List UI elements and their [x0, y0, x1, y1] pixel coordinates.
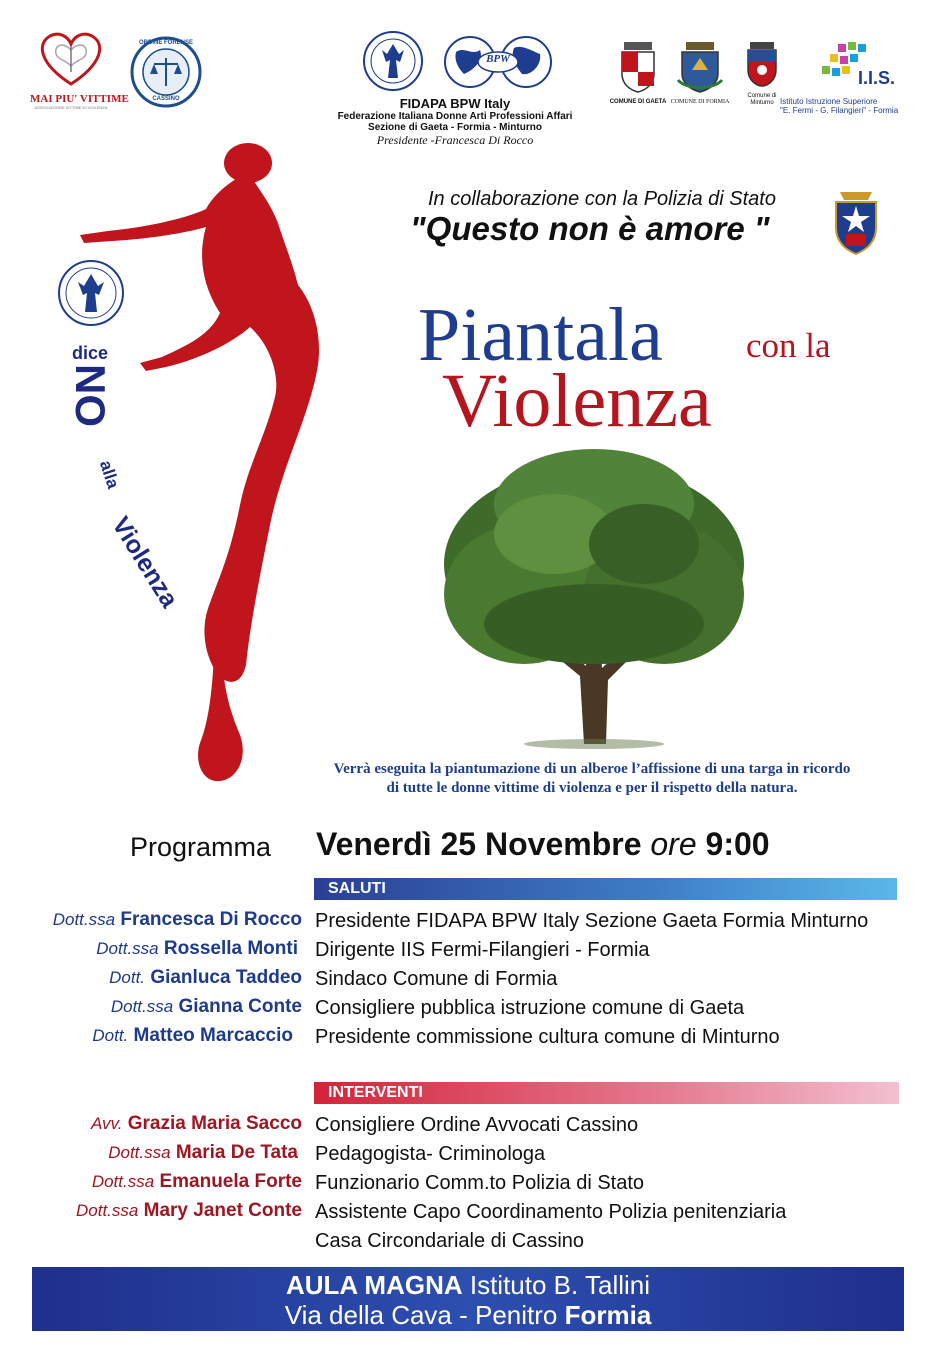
- saluti-role-2: Dirigente IIS Fermi-Filangieri - Formia: [315, 939, 650, 961]
- saluti-role-3: Sindaco Comune di Formia: [315, 968, 558, 990]
- saluti-name-1: [53, 909, 302, 931]
- interventi-person-2: Maria De Tata: [175, 1142, 298, 1163]
- side-no: NO: [67, 364, 114, 427]
- iis-logo-text: I.I.S.: [858, 68, 896, 88]
- comune-formia-name: COMUNE DI FORMIA: [670, 99, 730, 105]
- saluti-bar: [314, 878, 897, 900]
- interventi-bar: [314, 1082, 899, 1104]
- comune-gaeta-name: COMUNE DI GAETA: [609, 99, 667, 105]
- interventi-title-2: Dott.ssa: [108, 1143, 171, 1162]
- saluti-title-4: Dott.ssa: [110, 997, 174, 1016]
- saluti-name-4: [111, 996, 302, 1018]
- ordine-forense-seal: [130, 36, 202, 108]
- bpw-globe-logo: [444, 32, 552, 97]
- venue-line1: [32, 1270, 904, 1300]
- programma-label: Programma: [130, 832, 272, 862]
- interventi-role-4: Assistente Capo Coordinamento Polizia penitenziaria: [315, 1201, 787, 1223]
- motto-title: "Questo non è amore ": [410, 210, 770, 247]
- fidapa-president: [330, 133, 580, 148]
- iis-line2: "E. Fermi - G. Filangieri" - Formia: [780, 106, 899, 115]
- comune-minturno-name: Comune di Minturno: [747, 93, 777, 106]
- side-dice: dice: [72, 343, 109, 363]
- interventi-person-4: Mary Janet Conte: [143, 1200, 302, 1221]
- fidapa-title: FIDAPA BPW Italy: [399, 96, 511, 111]
- saluti-title-2: Dott.ssa: [96, 939, 159, 958]
- fidapa-line1: Federazione Italiana Donne Arti Professioni Affari: [337, 111, 573, 122]
- caption: [268, 760, 916, 798]
- saluti-title-3: Dott.: [109, 968, 146, 987]
- saluti-person-1: Francesca Di Rocco: [120, 909, 302, 930]
- winged-figure-seal-small-icon: [56, 258, 126, 328]
- saluti-label: SALUTI: [328, 880, 386, 897]
- saluti-name-2: [96, 938, 298, 960]
- ordine-forense-bottom: CASSINO: [152, 96, 180, 102]
- saluti-role-5: Presidente commissione cultura comune di Minturno: [315, 1026, 780, 1048]
- police-crest: [826, 186, 886, 263]
- venue-city: Formia: [564, 1300, 652, 1330]
- fidapa-caption: [330, 96, 580, 148]
- bpw-text: BPW: [486, 53, 510, 65]
- saluti-title-5: Dott.: [92, 1026, 129, 1045]
- coat-of-arms-minturno-icon: [744, 40, 780, 88]
- interventi-name-3: [92, 1171, 302, 1193]
- interventi-title-4: Dott.ssa: [75, 1201, 139, 1220]
- saluti-title-1: Dott.ssa: [52, 910, 116, 929]
- event-date: [316, 826, 770, 863]
- iis-line1: Istituto Istruzione Superiore: [780, 97, 878, 106]
- saluti-person-3: Gianluca Taddeo: [150, 967, 302, 988]
- mai-piu-vittime-logo: [30, 28, 129, 110]
- comune-gaeta-logo: [608, 40, 668, 105]
- tree-icon: [434, 444, 754, 754]
- interventi-title-3: Dott.ssa: [91, 1172, 155, 1191]
- saluti-person-4: Gianna Conte: [178, 996, 302, 1017]
- caption-line2: di tutte le donne vittime di violenza e per il rispetto della natura.: [386, 780, 798, 796]
- headline-word2: con la: [746, 326, 831, 365]
- side-alla: alla: [95, 458, 123, 491]
- interventi-name-4: [76, 1200, 302, 1222]
- coat-of-arms-formia-icon: [676, 40, 724, 94]
- winged-figure-seal-icon: [362, 30, 424, 92]
- coat-of-arms-gaeta-icon: [616, 40, 660, 94]
- interventi-name-2: [108, 1142, 298, 1164]
- tree-image: [434, 444, 754, 759]
- venue-aula: AULA MAGNA: [285, 1270, 463, 1300]
- venue-footer: [32, 1267, 904, 1331]
- interventi-title-1: Avv.: [90, 1114, 123, 1133]
- event-date-day: Venerdì 25 Novembre: [316, 826, 642, 862]
- comune-minturno-logo: [738, 40, 786, 107]
- saluti-name-5: [92, 1025, 293, 1047]
- interventi-role-3: Funzionario Comm.to Polizia di Stato: [315, 1172, 645, 1194]
- side-violenza: Violenza: [106, 512, 184, 613]
- interventi-label: INTERVENTI: [328, 1084, 423, 1101]
- police-crest-icon: [826, 186, 886, 258]
- iis-logo: [780, 40, 920, 115]
- interventi-extra-role: Casa Circondariale di Cassino: [315, 1230, 585, 1252]
- headline-word1: Piantala: [418, 293, 663, 377]
- caption-line1: Verrà eseguita la piantumazione di un alberoe l’affissione di una targa in ricordo: [333, 761, 851, 777]
- fidapa-seal-small: [56, 258, 126, 333]
- collaboration-text: In collaborazione con la Polizia di Stato: [428, 188, 776, 210]
- venue-istituto: Istituto B. Tallini: [462, 1270, 651, 1300]
- fidapa-line2: Sezione di Gaeta - Formia - Minturno: [368, 122, 542, 133]
- saluti-role-1: Presidente FIDAPA BPW Italy Sezione Gaeta Formia Minturno: [315, 910, 869, 932]
- saluti-person-2: Rossella Monti: [163, 938, 298, 959]
- venue-line2: [32, 1300, 904, 1330]
- fidapa-president-text: Presidente -Francesca Di Rocco: [376, 133, 534, 147]
- interventi-name-1: [91, 1113, 302, 1135]
- ordine-forense-top: ORDINE FORENSE: [138, 40, 193, 46]
- interventi-person-3: Emanuela Forte: [159, 1171, 302, 1192]
- event-ore: ore: [650, 826, 697, 862]
- headline-word3: Violenza: [442, 359, 712, 443]
- heart-butterfly-icon: [30, 28, 112, 88]
- mai-piu-vittime-sub: ASSOCIAZIONE VITTIME DI VIOLENZA: [34, 105, 108, 110]
- interventi-role-1: Consigliere Ordine Avvocati Cassino: [315, 1114, 639, 1136]
- venue-address: Via della Cava - Penitro: [284, 1300, 565, 1330]
- saluti-name-3: [109, 967, 302, 989]
- fidapa-seal: [362, 30, 424, 97]
- comune-formia-logo: [668, 40, 732, 105]
- interventi-person-1: Grazia Maria Sacco: [127, 1113, 302, 1134]
- event-time: 9:00: [705, 826, 770, 862]
- mai-piu-vittime-text: MAI PIU' VITTIME: [30, 93, 129, 105]
- interventi-role-2: Pedagogista- Criminologa: [315, 1143, 546, 1165]
- saluti-person-5: Matteo Marcaccio: [133, 1025, 293, 1046]
- saluti-role-4: Consigliere pubblica istruzione comune di Gaeta: [315, 997, 745, 1019]
